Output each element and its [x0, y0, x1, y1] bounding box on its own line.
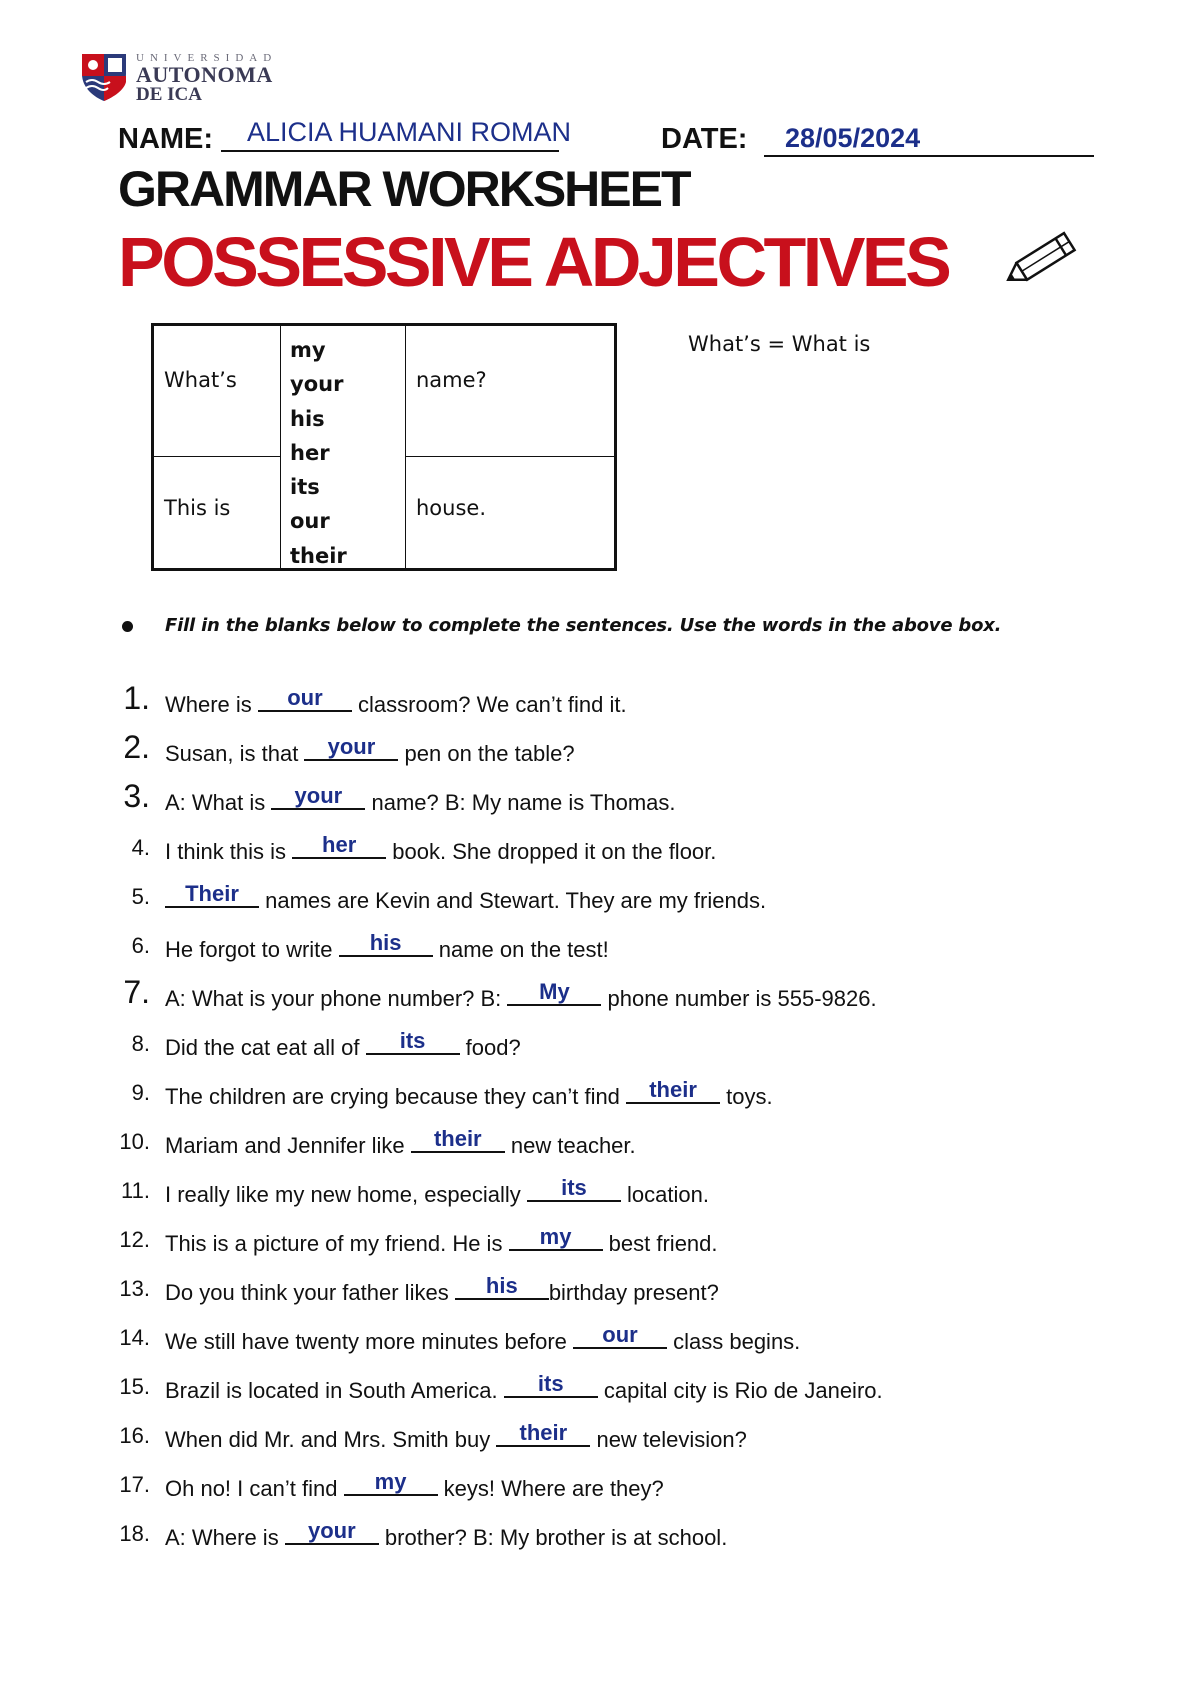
answer-text: your	[307, 1518, 356, 1543]
question-sentence	[165, 685, 627, 718]
answer-text: her	[322, 832, 357, 857]
question-sentence	[165, 1322, 801, 1355]
sentence-before: We still have twenty more minutes before	[165, 1329, 573, 1354]
worksheet-subtitle: POSSESSIVE ADJECTIVES	[118, 223, 949, 301]
logo-text-autonoma: AUTONOMA	[136, 62, 273, 87]
question-item	[0, 1366, 1200, 1406]
question-number: 14.	[119, 1325, 150, 1350]
sentence-before: Do you think your father likes	[165, 1280, 455, 1305]
sentence-before: A: Where is	[165, 1525, 285, 1550]
table-cell-name: name?	[416, 368, 487, 392]
question-sentence	[165, 783, 676, 816]
sentence-before: Where is	[165, 692, 258, 717]
question-item	[0, 827, 1200, 867]
question-sentence	[165, 1420, 747, 1453]
question-number: 4.	[131, 835, 150, 860]
answer-blank[interactable]	[285, 1518, 379, 1545]
question-item	[0, 876, 1200, 916]
table-cell-house: house.	[416, 496, 487, 520]
question-number: 6.	[131, 933, 150, 958]
question-item	[0, 729, 1200, 769]
answer-blank[interactable]	[304, 734, 398, 761]
question-number: 10.	[119, 1129, 150, 1154]
university-logo	[78, 52, 278, 105]
sentence-after: location.	[620, 1182, 709, 1207]
answer-blank[interactable]	[411, 1126, 505, 1153]
sentence-before: I really like my new home, especially	[165, 1182, 527, 1207]
answer-text: our	[602, 1322, 638, 1347]
pronoun-list	[290, 333, 347, 573]
answer-text: their	[519, 1420, 568, 1445]
answer-text: my	[539, 1224, 572, 1249]
answer-blank[interactable]	[258, 685, 352, 712]
table-cell-whats: What’s	[164, 368, 237, 392]
question-sentence	[165, 1371, 883, 1404]
answer-blank[interactable]	[496, 1420, 590, 1447]
answer-text: Their	[185, 881, 239, 906]
answer-blank[interactable]	[626, 1077, 720, 1104]
answer-blank[interactable]	[366, 1028, 460, 1055]
question-sentence	[165, 979, 877, 1012]
answer-text: their	[649, 1077, 697, 1102]
question-item	[0, 925, 1200, 965]
name-label: NAME:	[118, 123, 214, 155]
sentence-before: He forgot to write	[165, 937, 339, 962]
answer-blank[interactable]	[165, 881, 259, 908]
instruction-text: Fill in the blanks below to complete the sentences. Use the words in the above box.	[165, 615, 1002, 636]
sentence-before: A: What is your phone number? B:	[165, 986, 508, 1011]
possessive-adjectives-table	[151, 323, 617, 571]
question-number: 11.	[121, 1178, 150, 1203]
sentence-after: name on the test!	[432, 937, 609, 962]
pronoun-item: her	[290, 440, 330, 465]
question-number: 9.	[131, 1080, 150, 1105]
sentence-before: When did Mr. and Mrs. Smith buy	[165, 1427, 497, 1452]
question-number: 5.	[131, 884, 150, 909]
question-sentence	[165, 930, 609, 963]
question-item	[0, 1072, 1200, 1112]
sentence-after: phone number is 555-9826.	[601, 986, 877, 1011]
sentence-before: A: What is	[165, 790, 272, 815]
table-divider	[405, 456, 614, 457]
pronoun-item: his	[290, 406, 325, 431]
sentence-before: This is a picture of my friend. He is	[165, 1231, 509, 1256]
question-number: 15.	[119, 1374, 150, 1399]
sentence-after: toys.	[720, 1084, 773, 1109]
question-number: 16.	[119, 1423, 150, 1448]
answer-blank[interactable]	[573, 1322, 667, 1349]
question-item	[0, 1170, 1200, 1210]
question-sentence	[165, 1077, 773, 1110]
name-value[interactable]: ALICIA HUAMANI ROMAN	[247, 117, 572, 147]
sentence-after: capital city is Rio de Janeiro.	[597, 1378, 883, 1403]
question-sentence	[165, 1518, 728, 1551]
sentence-before: Mariam and Jennifer like	[165, 1133, 411, 1158]
answer-blank[interactable]	[344, 1469, 438, 1496]
sentence-before: The children are crying because they can’t find	[165, 1084, 627, 1109]
question-item	[0, 1415, 1200, 1455]
answer-text: its	[561, 1175, 587, 1200]
sentence-before: Oh no! I can’t find	[165, 1476, 344, 1501]
answer-blank[interactable]	[271, 783, 365, 810]
sentence-before: Susan, is that	[165, 741, 305, 766]
answer-text: My	[539, 979, 570, 1004]
university-shield-icon	[78, 52, 130, 102]
answer-text: their	[433, 1126, 482, 1151]
pronoun-item: their	[290, 543, 347, 568]
question-sentence	[165, 1175, 709, 1208]
question-number: 8.	[131, 1031, 150, 1056]
sentence-after: keys! Where are they?	[437, 1476, 664, 1501]
sentence-after: food?	[459, 1035, 521, 1060]
answer-text: your	[327, 734, 376, 759]
bullet-icon	[122, 621, 133, 632]
sentence-before: Brazil is located in South America.	[165, 1378, 504, 1403]
table-divider	[280, 326, 281, 568]
question-sentence	[165, 734, 575, 767]
question-number: 18.	[119, 1521, 150, 1546]
answer-blank[interactable]	[455, 1273, 549, 1300]
answer-text: your	[294, 783, 343, 808]
sentence-before: Did the cat eat all of	[165, 1035, 366, 1060]
question-item	[0, 778, 1200, 818]
date-label: DATE:	[661, 123, 748, 155]
answer-text: my	[374, 1469, 407, 1494]
answer-text: its	[399, 1028, 426, 1053]
table-divider	[154, 456, 280, 457]
sentence-after: new teacher.	[504, 1133, 636, 1158]
answer-blank[interactable]	[509, 1224, 603, 1251]
question-item	[0, 1513, 1200, 1553]
name-line	[221, 150, 559, 152]
pencil-icon	[1000, 226, 1086, 290]
question-sentence	[165, 1273, 719, 1306]
date-value[interactable]: 28/05/2024	[785, 123, 921, 153]
sentence-after: class begins.	[667, 1329, 801, 1354]
question-item	[0, 1464, 1200, 1504]
answer-blank[interactable]	[504, 1371, 598, 1398]
sentence-after: pen on the table?	[398, 741, 575, 766]
question-item	[0, 1023, 1200, 1063]
question-sentence	[165, 1028, 521, 1061]
answer-blank[interactable]	[292, 832, 386, 859]
sentence-after: new television?	[590, 1427, 747, 1452]
pronoun-item: your	[290, 372, 344, 397]
sentence-after: name? B: My name is Thomas.	[365, 790, 676, 815]
sentence-after: classroom? We can’t find it.	[351, 692, 627, 717]
question-number: 7.	[123, 974, 150, 1010]
answer-text: his	[485, 1273, 518, 1298]
question-sentence	[165, 1469, 664, 1502]
sentence-after: best friend.	[602, 1231, 718, 1256]
question-sentence	[165, 832, 717, 865]
question-sentence	[165, 1126, 636, 1159]
logo-text-universidad: UNIVERSIDAD	[136, 52, 278, 64]
question-item	[0, 1268, 1200, 1308]
answer-blank[interactable]	[527, 1175, 621, 1202]
pronoun-item: our	[290, 509, 330, 534]
question-number: 3.	[123, 778, 150, 814]
question-item	[0, 1317, 1200, 1357]
question-number: 12.	[119, 1227, 150, 1252]
date-line	[764, 155, 1094, 157]
question-sentence	[165, 881, 767, 914]
contraction-note: What’s = What is	[688, 332, 871, 356]
answer-blank[interactable]	[339, 930, 433, 957]
answer-blank[interactable]	[507, 979, 601, 1006]
sentence-after: names are Kevin and Stewart. They are my friends.	[259, 888, 767, 913]
question-number: 2.	[123, 729, 150, 765]
sentence-after: brother? B: My brother is at school.	[378, 1525, 728, 1550]
sentence-after: birthday present?	[548, 1280, 719, 1305]
answer-text: its	[537, 1371, 564, 1396]
pronoun-item: its	[290, 475, 320, 500]
logo-text-de-ica: DE ICA	[136, 84, 202, 105]
pronoun-item: my	[290, 338, 326, 362]
answer-text: our	[287, 685, 323, 710]
question-item	[0, 680, 1200, 720]
question-item	[0, 1121, 1200, 1161]
question-item	[0, 974, 1200, 1014]
question-item	[0, 1219, 1200, 1259]
sentence-before: I think this is	[165, 839, 293, 864]
question-number: 13.	[119, 1276, 150, 1301]
worksheet-title: GRAMMAR WORKSHEET	[118, 161, 690, 217]
answer-text: his	[369, 930, 402, 955]
question-number: 1.	[123, 680, 150, 716]
question-number: 17.	[119, 1472, 150, 1497]
sentence-after: book. She dropped it on the floor.	[386, 839, 717, 864]
question-sentence	[165, 1224, 718, 1257]
table-cell-this-is: This is	[164, 496, 231, 520]
table-divider	[405, 326, 406, 568]
